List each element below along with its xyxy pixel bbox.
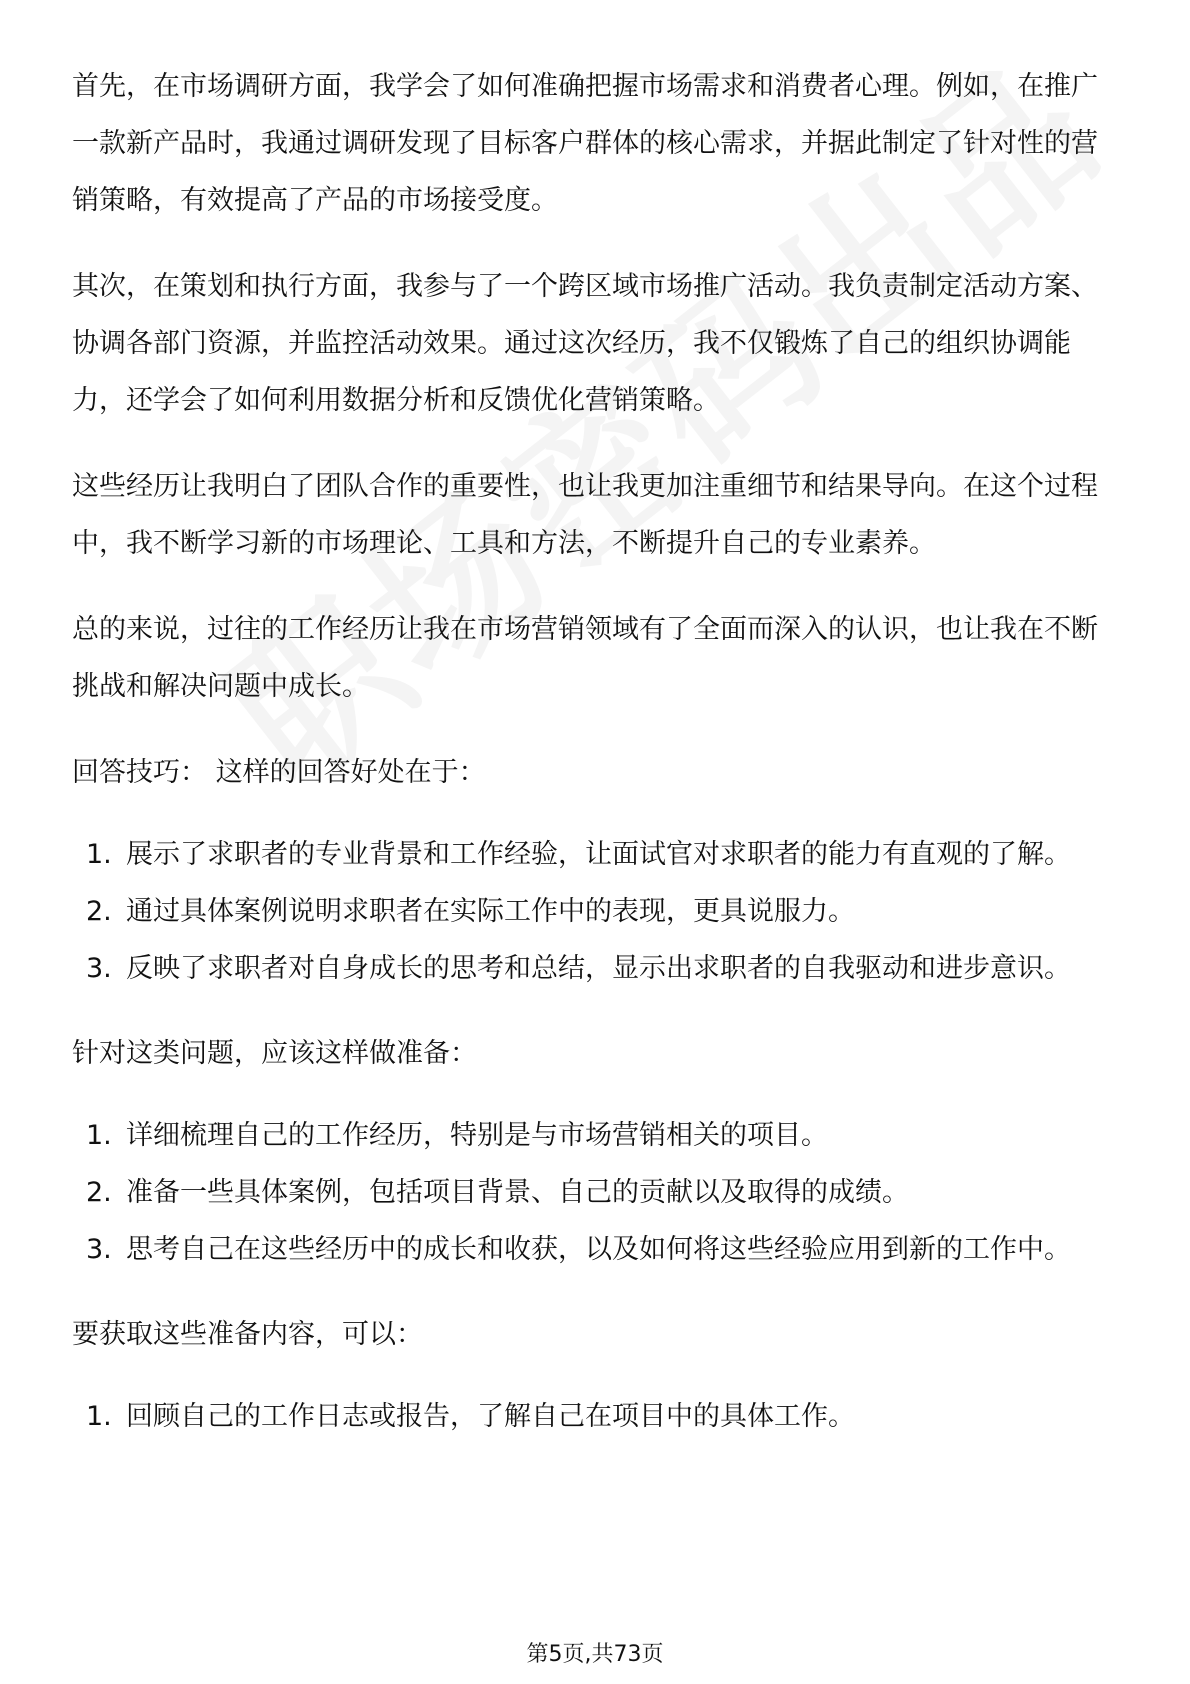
tips-list: [72, 826, 1122, 997]
list-item-number: 2.: [86, 1177, 112, 1208]
page-number: 第5页,共73页: [526, 1642, 664, 1667]
list-item-text: 准备一些具体案例，包括项目背景、自己的贡献以及取得的成绩。: [126, 1177, 909, 1208]
paragraph-planning-execution: 其次，在策划和执行方面，我参与了一个跨区域市场推广活动。我负责制定活动方案、协调各部门资源，并监控活动效果。通过这次经历，我不仅锻炼了自己的组织协调能力，还学会了如何利用数据分析和反馈优化营销策略。: [72, 271, 1098, 416]
tips-heading: 回答技巧： 这样的回答好处在于：: [72, 757, 486, 788]
list-item-text: 通过具体案例说明求职者在实际工作中的表现，更具说服力。: [126, 896, 855, 927]
list-item-text: 反映了求职者对自身成长的思考和总结，显示出求职者的自我驱动和进步意识。: [126, 953, 1071, 984]
obtain-heading: 要获取这些准备内容，可以：: [72, 1319, 423, 1350]
paragraph-summary: 总的来说，过往的工作经历让我在市场营销领域有了全面而深入的认识，也让我在不断挑战和解决问题中成长。: [72, 614, 1098, 702]
obtain-list: [72, 1388, 1122, 1445]
list-item: [72, 1221, 1122, 1278]
list-item-number: 1.: [86, 839, 112, 870]
list-item: [72, 1107, 1122, 1164]
list-item: [72, 883, 1122, 940]
list-item-number: 2.: [86, 896, 112, 927]
list-item: [72, 1388, 1122, 1445]
list-item-text: 回顾自己的工作日志或报告，了解自己在项目中的具体工作。: [126, 1401, 855, 1432]
list-item: [72, 1164, 1122, 1221]
list-item-number: 3.: [86, 1234, 112, 1265]
list-item-text: 思考自己在这些经历中的成长和收获，以及如何将这些经验应用到新的工作中。: [126, 1234, 1071, 1265]
prep-heading: 针对这类问题，应该这样做准备：: [72, 1038, 477, 1069]
list-item-number: 1.: [86, 1120, 112, 1151]
list-item-text: 详细梳理自己的工作经历，特别是与市场营销相关的项目。: [126, 1120, 828, 1151]
list-item-text: 展示了求职者的专业背景和工作经验，让面试官对求职者的能力有直观的了解。: [126, 839, 1071, 870]
paragraph-market-research: 首先，在市场调研方面，我学会了如何准确把握市场需求和消费者心理。例如，在推广一款新产品时，我通过调研发现了目标客户群体的核心需求，并据此制定了针对性的营销策略，有效提高了产品的市场接受度。: [72, 71, 1098, 216]
document-body: [72, 58, 1122, 1473]
prep-list: [72, 1107, 1122, 1278]
list-item-number: 1.: [86, 1401, 112, 1432]
list-item: [72, 940, 1122, 997]
paragraph-teamwork: 这些经历让我明白了团队合作的重要性，也让我更加注重细节和结果导向。在这个过程中，我不断学习新的市场理论、工具和方法，不断提升自己的专业素养。: [72, 471, 1098, 559]
list-item-number: 3.: [86, 953, 112, 984]
list-item: [72, 826, 1122, 883]
